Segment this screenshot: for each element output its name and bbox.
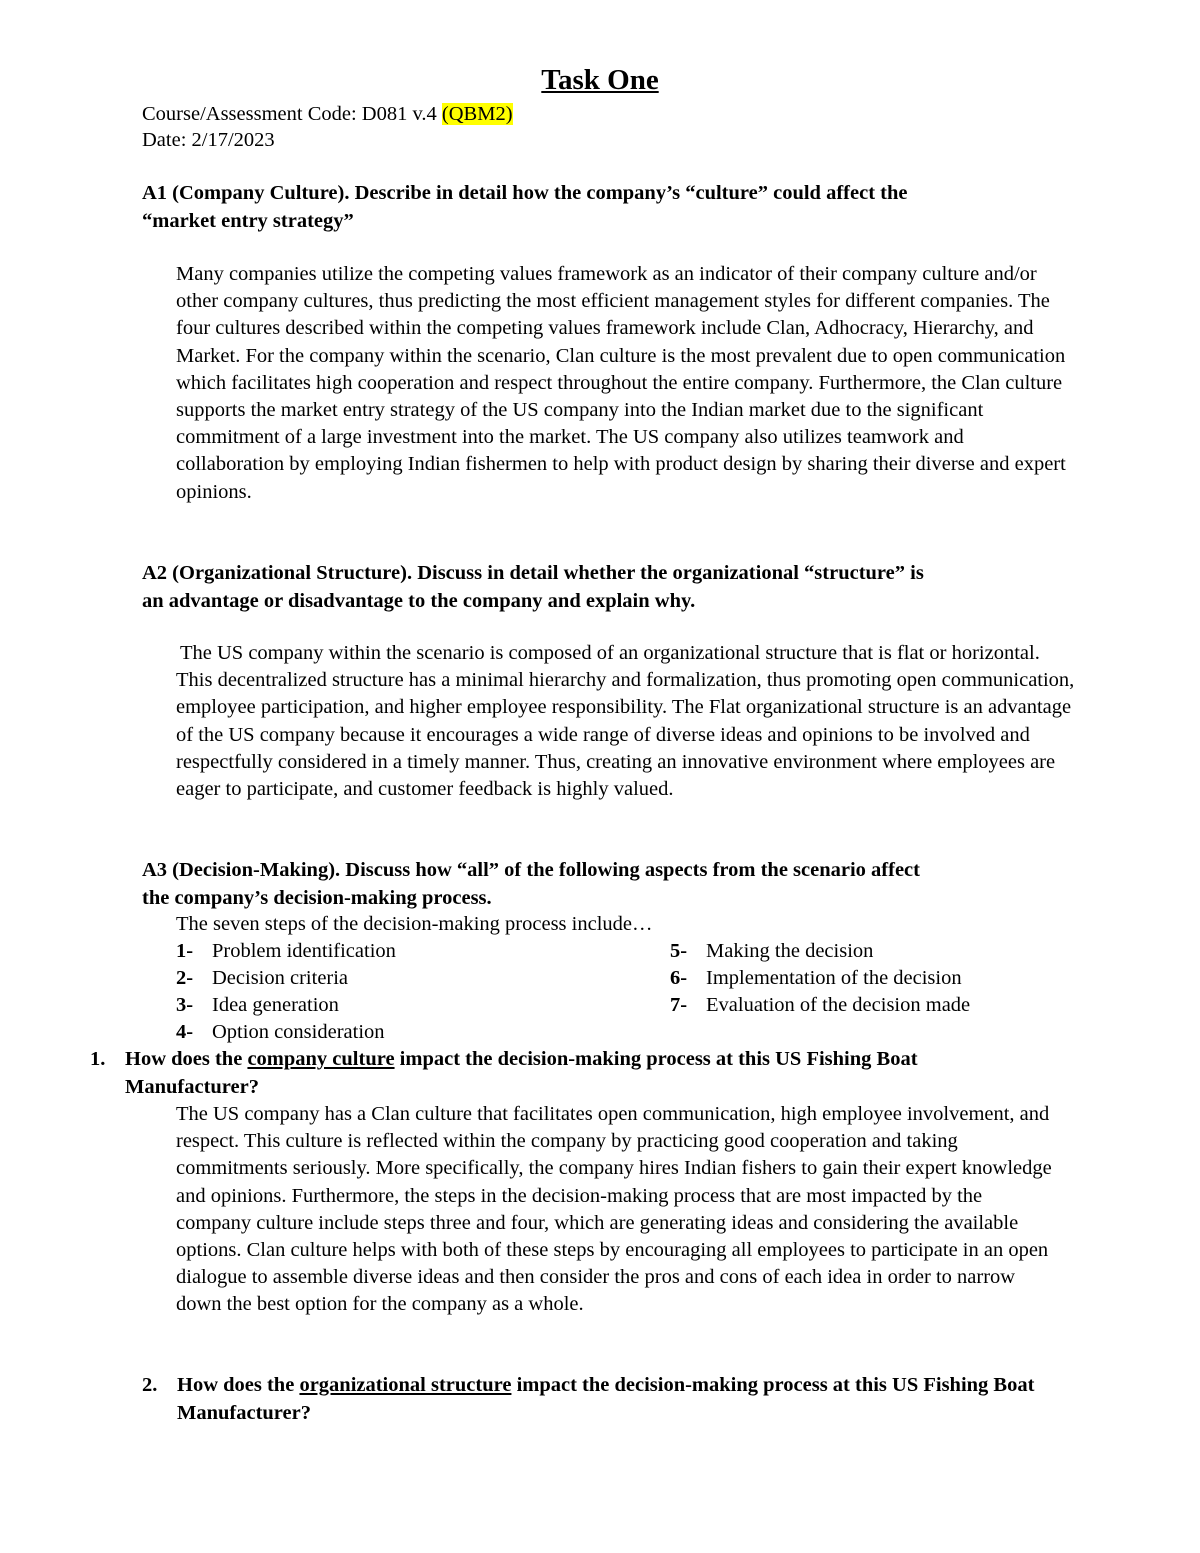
date-line: Date: 2/17/2023 xyxy=(142,129,275,151)
course-code-highlight: (QBM2) xyxy=(441,103,513,125)
a3-heading-line2: the company’s decision-making process. xyxy=(142,886,492,909)
step-label: Evaluation of the decision made xyxy=(706,994,971,1016)
question-underlined-term: company culture xyxy=(247,1048,395,1070)
list-item xyxy=(176,938,396,965)
step-label: Option consideration xyxy=(212,1021,385,1043)
a2-heading xyxy=(142,560,1072,615)
step-number: 1- xyxy=(176,940,194,962)
list-item xyxy=(176,1019,385,1046)
a3-intro: The seven steps of the decision-making process include… xyxy=(176,913,653,935)
a2-heading-line1: A2 (Organizational Structure). Discuss in detail whether the organizational “structure” is xyxy=(142,562,924,584)
step-number: 6- xyxy=(670,967,688,989)
a2-body-text: The US company within the scenario is composed of an organizational structure that is flat or horizontal. This decentralized structure has a minimal hierarchy and formalization, thus promoting open communication, employee participation, and higher employee responsibility. The Flat organizational structure is an advantage of the US company because it encourages a wide range of diverse ideas and opinions to be involved and respectfully considered in a timely manner. Thus, creating an innovative environment where employees are eager to participate, and customer feedback is highly valued. xyxy=(176,642,1075,801)
a1-heading-line1: A1 (Company Culture). Describe in detail how the company’s “culture” could affect the xyxy=(142,182,908,204)
question-text-post: impact the decision-making process at this US Fishing Boat Manufacturer? xyxy=(125,1048,918,1098)
a2-heading-line2: an advantage or disadvantage to the company and explain why. xyxy=(142,589,696,612)
step-label: Implementation of the decision xyxy=(706,967,962,989)
question-underlined-term: organizational structure xyxy=(299,1374,512,1396)
step-number: 4- xyxy=(176,1021,194,1043)
step-label: Problem identification xyxy=(212,940,396,962)
a2-body xyxy=(176,640,1076,803)
step-label: Making the decision xyxy=(706,940,874,962)
course-code-label: Course/Assessment Code: D081 v.4 xyxy=(142,103,442,125)
question-text-pre: How does the xyxy=(177,1374,300,1396)
step-number: 2- xyxy=(176,967,194,989)
step-number: 7- xyxy=(670,994,688,1016)
a3-heading-line1: A3 (Decision-Making). Discuss how “all” of the following aspects from the scenario affect xyxy=(142,859,920,881)
list-item xyxy=(176,965,348,992)
a1-body-text: Many companies utilize the competing values framework as an indicator of their company culture and/or other company cultures, thus predicting the most efficient management styles for different companies. The four cultures described within the competing values framework include Clan, Adhocracy, Hierarchy, and Market. For the company within the scenario, Clan culture is the most prevalent due to open communication which facilitates high cooperation and respect throughout the entire company. Furthermore, the Clan culture supports the market entry strategy of the US company into the Indian market due to the significant commitment of a large investment into the market. The US company also utilizes teamwork and collaboration by employing Indian fishermen to help with product design by sharing their diverse and expert opinions. xyxy=(176,263,1066,503)
answer-text: The US company has a Clan culture that facilitates open communication, high employee involvement, and respect. This culture is reflected within the company by practicing good cooperation and taking commitments seriously. More specifically, the company hires Indian fishers to gain their expert knowledge and opinions. Furthermore, the steps in the decision-making process that are most impacted by the company culture include steps three and four, which are generating ideas and considering the available options. Clan culture helps with both of these steps by encouraging all employees to participate in an open dialogue to assemble diverse ideas and then consider the pros and cons of each idea in order to narrow down the best option for the company as a whole. xyxy=(176,1103,1052,1316)
question-text-pre: How does the xyxy=(125,1048,248,1070)
question-text xyxy=(125,1046,1050,1101)
list-item xyxy=(670,938,873,965)
step-number: 3- xyxy=(176,994,194,1016)
step-label: Decision criteria xyxy=(212,967,349,989)
question-text xyxy=(177,1372,1042,1427)
question-number: 2. xyxy=(142,1374,158,1396)
step-label: Idea generation xyxy=(212,994,339,1016)
list-item xyxy=(670,992,970,1019)
question-1-answer xyxy=(176,1101,1056,1319)
list-item xyxy=(670,965,962,992)
question-text-post: impact the decision-making process at this US Fishing Boat Manufacturer? xyxy=(177,1374,1035,1424)
question-number: 1. xyxy=(90,1048,106,1070)
a1-body xyxy=(176,261,1076,506)
list-item xyxy=(176,992,339,1019)
a1-heading-line2: “market entry strategy” xyxy=(142,209,354,232)
page-title: Task One xyxy=(541,64,659,96)
a3-heading xyxy=(142,857,1072,912)
a1-heading xyxy=(142,180,1072,235)
step-number: 5- xyxy=(670,940,688,962)
question-2 xyxy=(142,1372,1042,1427)
course-code-line xyxy=(142,101,513,128)
question-1 xyxy=(90,1046,1050,1101)
